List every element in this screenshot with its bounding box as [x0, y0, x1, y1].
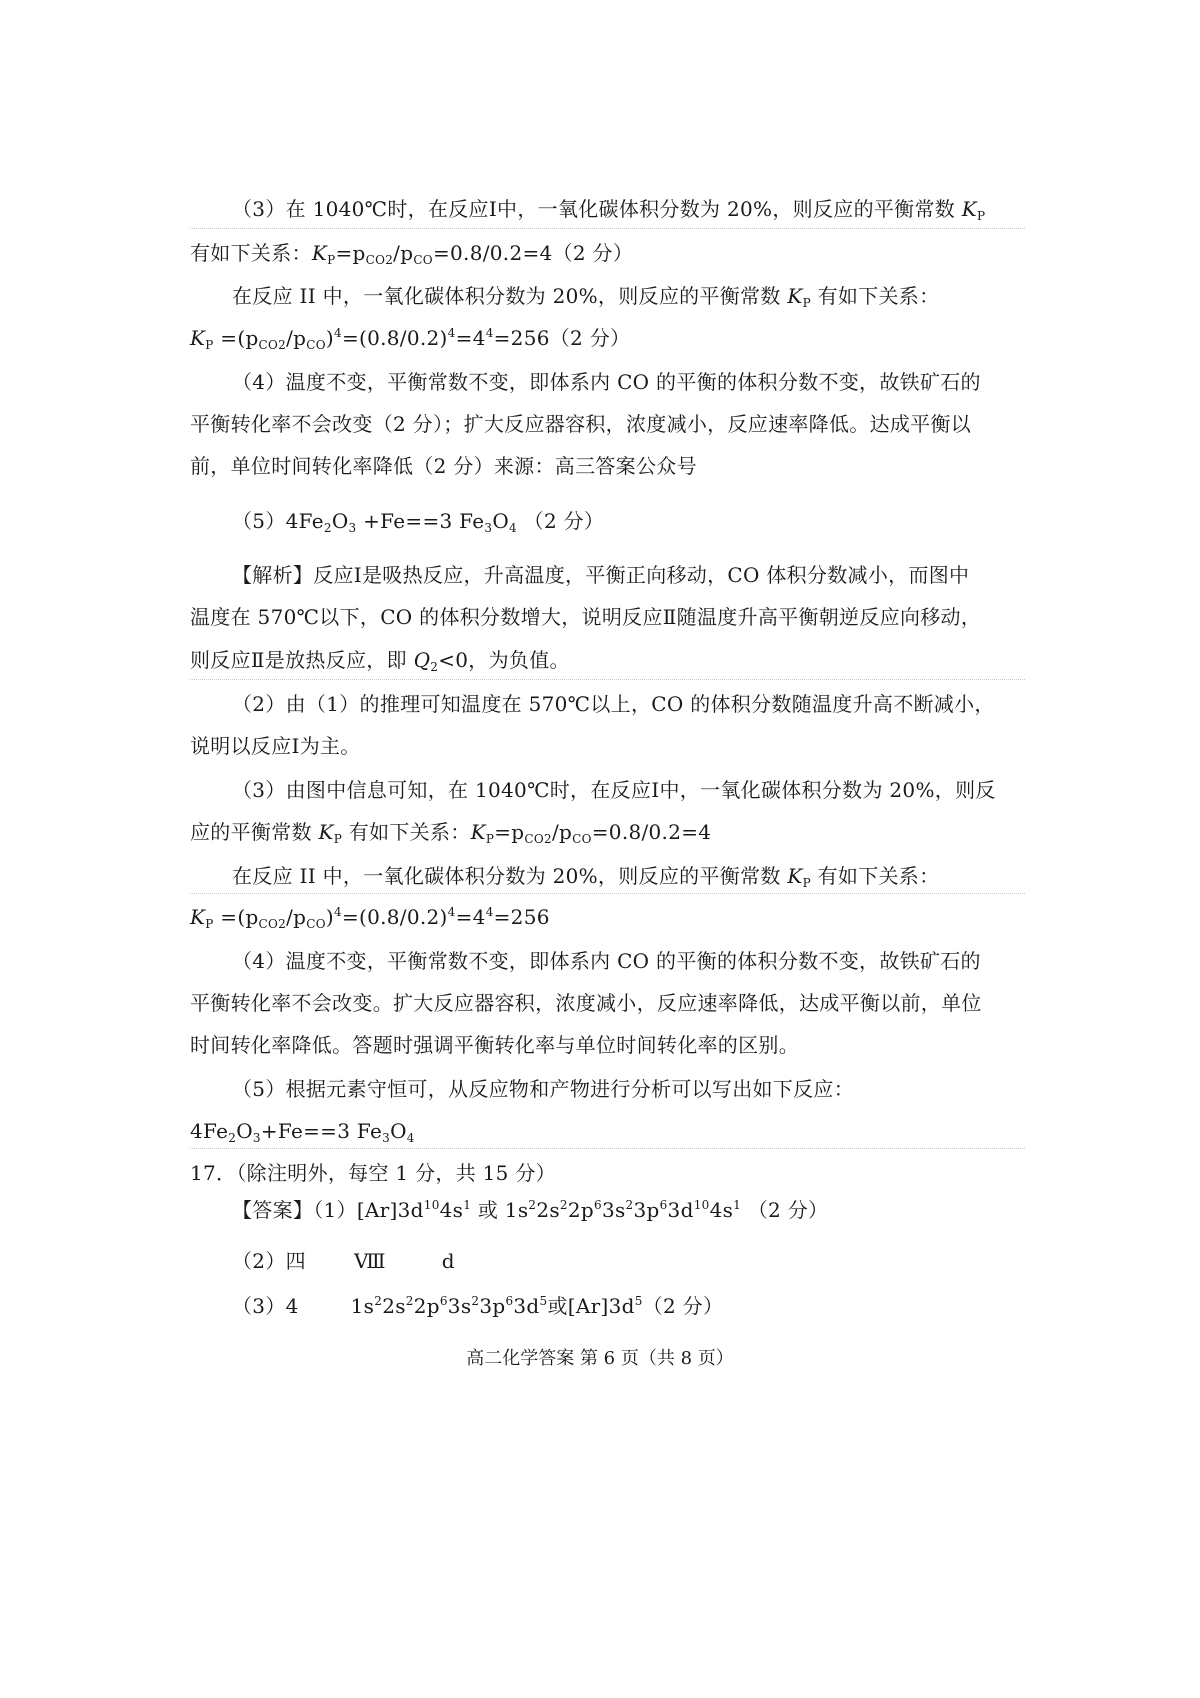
text-line: 有如下关系：$K_P=p_{CO2}/p_{CO}=0.8/0.2=4(2$ 分） [190, 241, 634, 267]
text-line: （3）在 1040℃时，在反应Ⅰ中，一氧化碳体积分数为 20%，则反应的平衡常数 $K_P$ [232, 197, 986, 223]
divider [190, 1148, 1025, 1149]
text-line: （4）温度不变，平衡常数不变，即体系内 CO 的平衡的体积分数不变，故铁矿石的 [232, 949, 981, 973]
page-footer: 高二化学答案 第 6 页（共 8 页） [466, 1348, 734, 1369]
text-line: 【答案】$(1)[Ar]3d^{10}4s^1$ 或 $1s^22s^22p^63s^23p^63d^{10}4s^1$ （2 分） [232, 1198, 829, 1222]
text-line: 说明以反应Ⅰ为主。 [190, 734, 361, 758]
text-line: 时间转化率降低。答题时强调平衡转化率与单位时间转化率的区别。 [190, 1033, 799, 1057]
text-line: $(5)4Fe_2O_3 +Fe==3$ $Fe_3O_4$ （2 分） [232, 509, 605, 535]
text-line: 平衡转化率不会改变（2 分）；扩大反应器容积，浓度减小，反应速率降低。达成平衡以 [190, 412, 972, 436]
divider [190, 679, 1025, 680]
text-line: 平衡转化率不会改变。扩大反应器容积，浓度减小，反应速率降低，达成平衡以前，单位 [190, 991, 982, 1015]
divider [190, 228, 1025, 229]
text-line: 温度在 570℃以下，CO 的体积分数增大，说明反应Ⅱ随温度升高平衡朝逆反应向移动， [190, 605, 982, 629]
text-line: （2）四 Ⅷ d [232, 1249, 455, 1273]
question-header: 17．（除注明外，每空 1 分，共 15 分） [190, 1161, 556, 1185]
text-line: 前，单位时间转化率降低（2 分）来源：高三答案公众号 [190, 454, 697, 478]
text-line: $K_P =(p_{CO2}/p_{CO})^4=(0.8/0.2)^4=4^4=256$ [190, 905, 550, 931]
text-line: （3）4 $1s^22s^22p^63s^23p^63d^5$或$[Ar]3d^5(2$ 分） [232, 1294, 724, 1318]
text-line: 在反应 II 中，一氧化碳体积分数为 20%，则反应的平衡常数 $K_P$ 有如下关系： [232, 284, 940, 310]
text-line: $K_P =(p_{CO2}/p_{CO})^4=(0.8/0.2)^4=4^4=256(2$ 分） [190, 326, 631, 352]
text-line: 在反应 II 中，一氧化碳体积分数为 20%，则反应的平衡常数 $K_P$ 有如下关系： [232, 864, 940, 890]
text-line: 则反应Ⅱ是放热反应，即 $Q_2<0$，为负值。 [190, 648, 570, 674]
text-line: （3）由图中信息可知，在 1040℃时，在反应Ⅰ中，一氧化碳体积分数为 20%，则反 [232, 778, 996, 802]
text-line: （4）温度不变，平衡常数不变，即体系内 CO 的平衡的体积分数不变，故铁矿石的 [232, 370, 981, 394]
text-line: 应的平衡常数 $K_P$ 有如下关系：$K_P=p_{CO2}/p_{CO}=0.8/0.2=4$ [190, 820, 712, 846]
text-line: $4Fe_2O_3+Fe==3$ $Fe_3O_4$ [190, 1119, 415, 1145]
text-line: （5）根据元素守恒可，从反应物和产物进行分析可以写出如下反应： [232, 1077, 855, 1101]
text-line: 【解析】反应Ⅰ是吸热反应，升高温度，平衡正向移动，CO 体积分数减小，而图中 [232, 563, 970, 587]
text-line: （2）由（1）的推理可知温度在 570℃以上，CO 的体积分数随温度升高不断减小， [232, 692, 995, 716]
divider [190, 893, 1025, 894]
